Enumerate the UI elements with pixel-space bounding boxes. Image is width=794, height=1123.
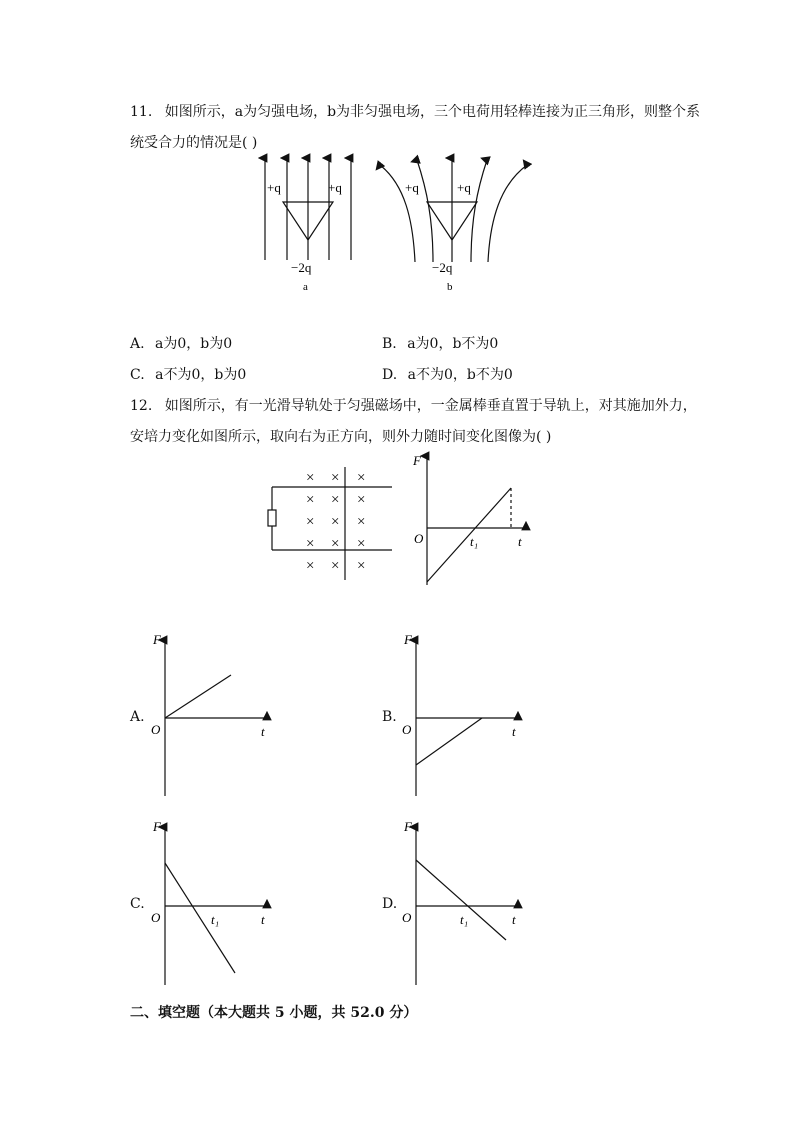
q11-option-a[interactable] [130,333,232,353]
q12-option-d-graph[interactable] [396,815,526,990]
option-text: a为0，b不为0 [407,336,499,352]
svg-text:×: × [306,470,315,486]
q11-stem [130,97,710,127]
q12-ampere-force-graph [410,450,535,590]
origin-O: O [414,531,424,546]
option-label: D. [382,367,398,383]
origin-O: O [151,910,161,925]
svg-text:×: × [306,514,315,530]
axis-F: F [404,819,412,834]
t1-label: t₁ [460,912,469,927]
label-plus-q-right-b: +q [457,180,471,195]
magnetic-field-crosses [306,470,365,574]
q12-option-a-label[interactable]: A. [130,709,145,725]
option-text: a不为0，b为0 [155,367,247,383]
svg-text:×: × [357,514,366,530]
q11-option-d[interactable] [382,364,513,384]
field-lines-nonuniform [380,158,527,262]
svg-text:×: × [357,536,366,552]
svg-text:×: × [331,470,340,486]
svg-text:×: × [331,558,340,574]
q12-option-c-graph[interactable] [145,815,275,990]
q12-option-b-graph[interactable] [396,628,526,798]
field-lines-uniform [265,158,351,260]
origin-O: O [151,722,161,737]
option-label: B. [382,336,397,352]
svg-text:×: × [331,492,340,508]
svg-text:×: × [357,558,366,574]
option-text: a不为0，b不为0 [407,367,513,383]
option-text: a为0，b为0 [155,336,233,352]
q12-number: 12. [130,398,153,414]
label-plus-q-left: +q [267,180,281,195]
caption-b: b [447,281,453,293]
q12-option-b-label[interactable]: B. [382,709,397,725]
q11-figure-a [255,150,365,295]
label-minus-2q-b: −2q [432,260,453,275]
axis-F: F [404,632,412,647]
axis-F: F [413,453,421,468]
q12-circuit-figure [260,462,400,587]
axis-t: t [512,724,516,739]
q12-line2: 安培力变化如图所示，取向右为正方向，则外力随时间变化图像为( ) [130,429,552,445]
t1-label: t₁ [470,534,479,549]
resistor [268,510,276,526]
svg-text:×: × [331,536,340,552]
axis-F: F [153,819,161,834]
q11-number: 11. [130,104,153,120]
t1-label: t₁ [211,912,220,927]
svg-text:×: × [357,470,366,486]
label-minus-2q: −2q [291,260,312,275]
q12-stem [130,391,710,421]
force-line [427,488,511,582]
axis-t: t [518,534,522,549]
svg-text:×: × [357,492,366,508]
svg-text:×: × [306,558,315,574]
caption-a: a [303,281,308,293]
axis-F: F [153,632,161,647]
q11-option-c[interactable] [130,364,246,384]
svg-text:×: × [306,492,315,508]
q12-option-a-graph[interactable] [145,628,275,798]
q12-option-d-label[interactable]: D. [382,896,398,912]
origin-O: O [402,722,412,737]
option-label: C. [130,367,145,383]
origin-O: O [402,910,412,925]
q12-option-c-label[interactable]: C. [130,896,145,912]
q12-line1: 如图所示，有一光滑导轨处于匀强磁场中，一金属棒垂直置于导轨上，对其施加外力， [164,398,697,414]
label-plus-q-left-b: +q [405,180,419,195]
q11-figure-b [375,150,535,295]
section2-heading: 二、填空题（本大题共 5 小题，共 52.0 分） [130,1005,418,1021]
axis-t: t [512,912,516,927]
svg-text:×: × [306,536,315,552]
axis-t: t [261,724,265,739]
label-plus-q-right: +q [328,180,342,195]
q11-option-b[interactable] [382,333,498,353]
option-label: A. [130,336,145,352]
q11-line1: 如图所示，a为匀强电场，b为非匀强电场，三个电荷用轻棒连接为正三角形，则整个系 [164,104,701,120]
svg-text:×: × [331,514,340,530]
axis-t: t [261,912,265,927]
q11-line2: 统受合力的情况是( ) [130,135,258,151]
